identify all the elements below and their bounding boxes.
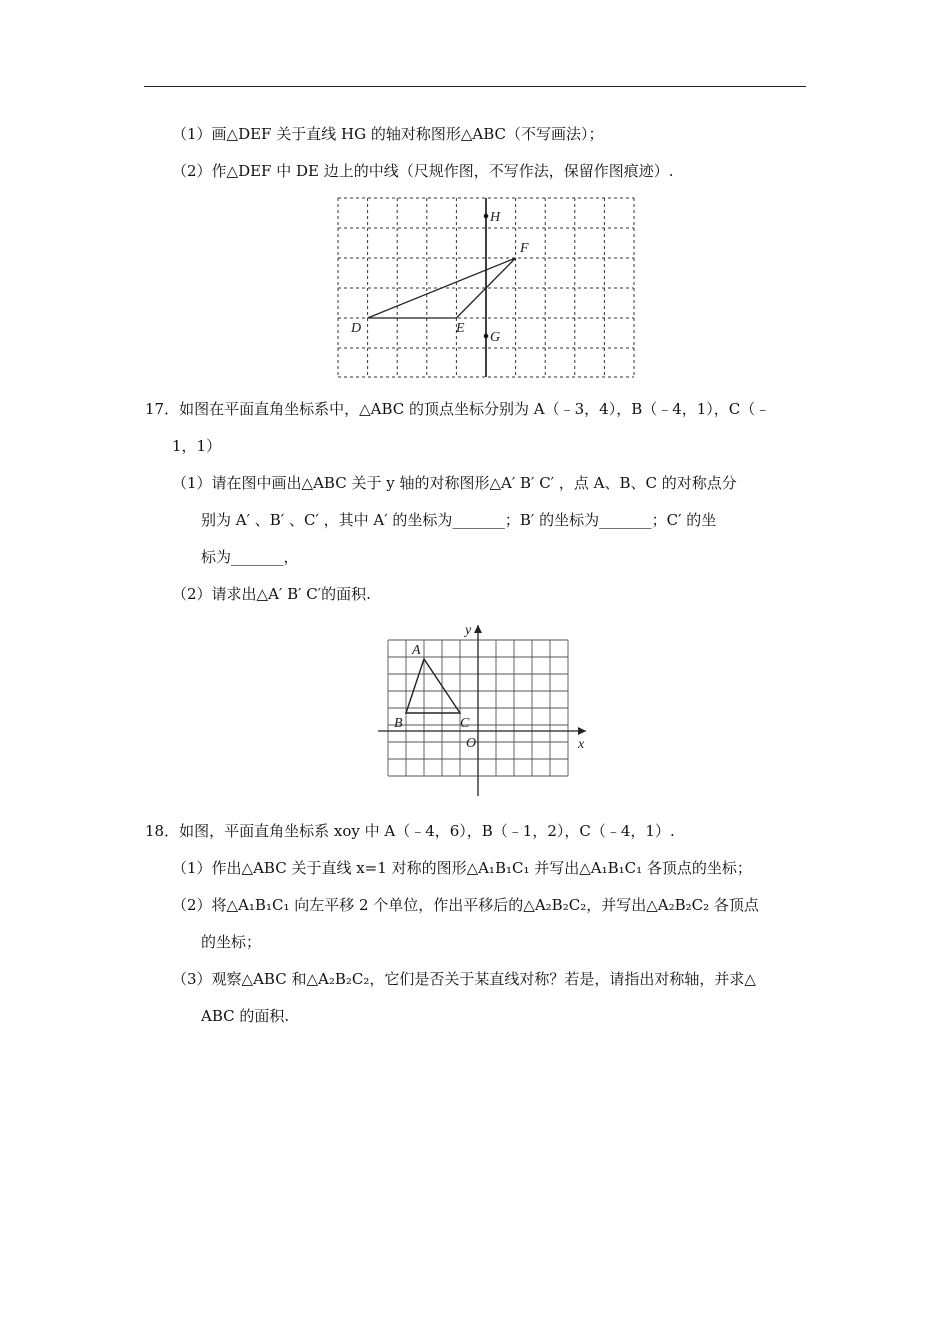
q17-stem-line1: 17．如图在平面直角坐标系中，△ABC 的顶点坐标分别为 A（﹣3，4），B（﹣4，1），C（﹣	[145, 400, 771, 418]
q18-stem: 18．如图，平面直角坐标系 xoy 中 A（﹣4，6），B（﹣1，2），C（﹣4，1）.	[145, 822, 675, 840]
label-h: H	[490, 210, 501, 225]
label-x-axis: x	[578, 737, 585, 752]
q16-figure	[338, 198, 636, 378]
q17-part1-line3: 标为_______，	[201, 548, 299, 566]
label-y-axis: y	[465, 623, 472, 638]
q17-part2: （2）请求出△A′ B′ C′的面积.	[172, 585, 371, 603]
q18-part3-line2: ABC 的面积.	[201, 1007, 290, 1025]
header-rule	[144, 86, 806, 87]
label-c: C	[460, 716, 470, 731]
q18-part2-line1: （2）将△A₁B₁C₁ 向左平移 2 个单位，作出平移后的△A₂B₂C₂，并写出△A₂B₂C₂ 各顶点	[172, 896, 759, 914]
q18-part2-line2: 的坐标；	[201, 933, 262, 951]
x-axis-arrow	[578, 727, 586, 735]
y-axis-arrow	[474, 625, 482, 633]
label-d: D	[351, 321, 362, 336]
triangle-def	[368, 258, 516, 318]
q16-part2: （2）作△DEF 中 DE 边上的中线（尺规作图，不写作法，保留作图痕迹）.	[172, 162, 674, 180]
label-f: F	[520, 241, 529, 256]
label-a: A	[412, 643, 421, 658]
q16-part1: （1）画△DEF 关于直线 HG 的轴对称图形△ABC（不写画法）；	[172, 125, 604, 143]
point-h	[484, 214, 489, 219]
label-e: E	[456, 321, 465, 336]
q17-figure	[372, 620, 594, 800]
label-origin: O	[466, 736, 477, 751]
q18-part1: （1）作出△ABC 关于直线 x=1 对称的图形△A₁B₁C₁ 并写出△A₁B₁C₁ 各顶点的坐标；	[172, 859, 752, 877]
label-g: G	[490, 330, 501, 345]
triangle-abc	[406, 659, 460, 713]
point-g	[484, 334, 489, 339]
label-b: B	[394, 716, 403, 731]
q17-stem-line2: 1，1）	[172, 437, 222, 455]
q17-part1-line2: 别为 A′ 、B′ 、C′ ，其中 A′ 的坐标为_______；B′ 的坐标为_______；C′ 的坐	[201, 511, 717, 529]
q17-part1-line1: （1）请在图中画出△ABC 关于 y 轴的对称图形△A′ B′ C′ ，点 A、B、C 的对称点分	[172, 474, 737, 492]
q18-part3-line1: （3）观察△ABC 和△A₂B₂C₂，它们是否关于某直线对称？若是，请指出对称轴，并求△	[172, 970, 756, 988]
